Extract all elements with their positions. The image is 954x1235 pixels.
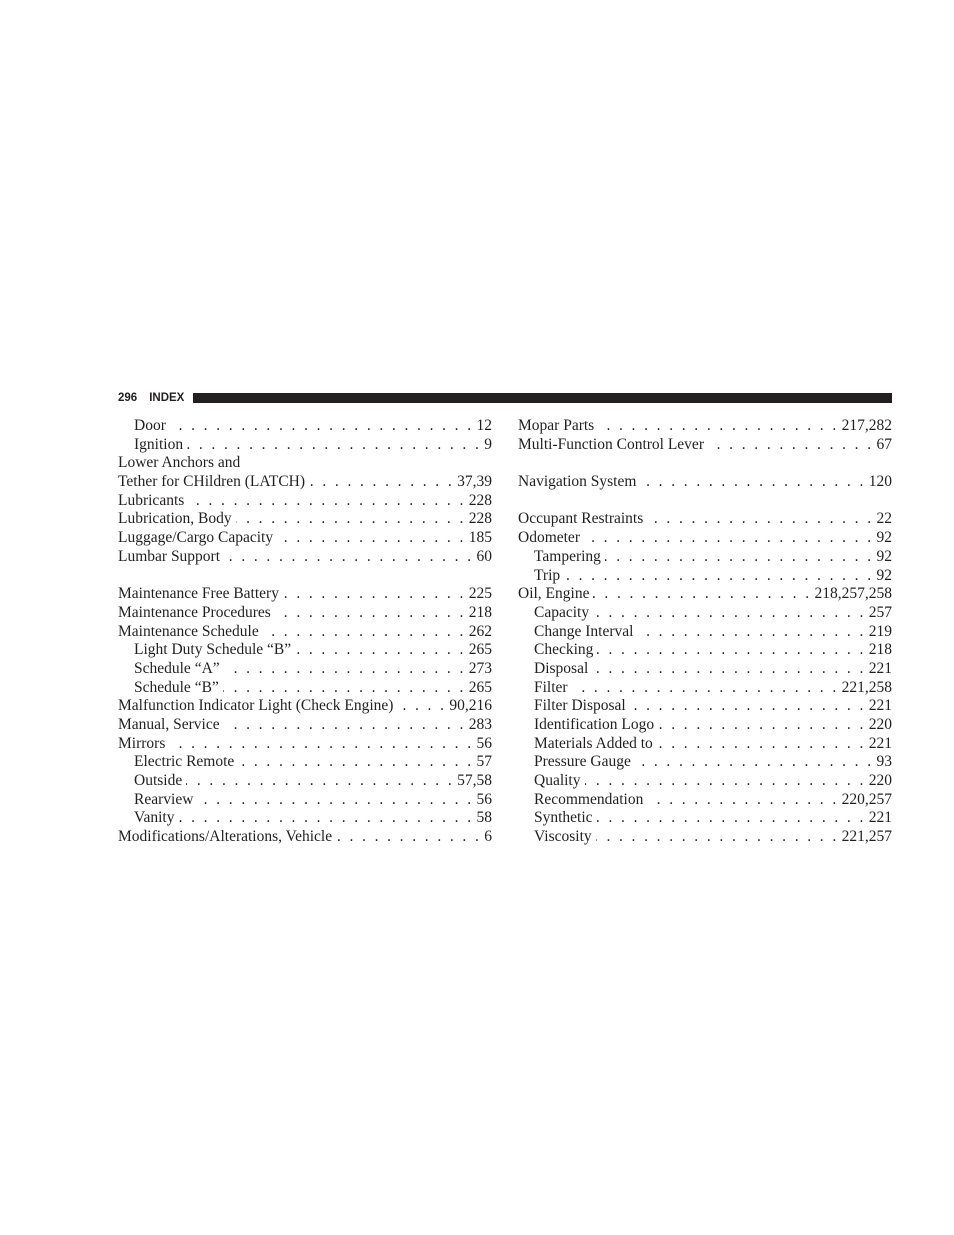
index-term: Maintenance Free Battery — [118, 585, 279, 603]
index-entry — [518, 436, 892, 455]
dot-leader — [178, 809, 473, 828]
section-gap — [118, 567, 492, 586]
index-page-numbers: 219 — [868, 622, 892, 640]
index-entry — [118, 623, 492, 642]
index-entry — [118, 604, 492, 623]
dot-leader — [564, 567, 873, 586]
index-page-numbers: 221 — [868, 697, 892, 715]
index-subentry — [518, 791, 892, 810]
index-page-numbers: 60 — [476, 547, 492, 565]
index-subentry — [518, 828, 892, 847]
index-page-numbers: 57 — [476, 753, 492, 771]
index-term: Electric Remote — [134, 753, 235, 771]
index-page-numbers: 221 — [868, 659, 892, 677]
index-subentry — [518, 604, 892, 623]
index-entry — [118, 510, 492, 529]
index-page-numbers: 93 — [876, 753, 892, 771]
index-page-numbers: 22 — [876, 510, 892, 528]
index-term: Capacity — [534, 603, 590, 621]
dot-leader — [637, 623, 865, 642]
index-page-numbers: 185 — [468, 529, 492, 547]
index-term: Lubricants — [118, 491, 185, 509]
index-entry — [118, 454, 492, 473]
index-term: Vanity — [134, 809, 175, 827]
index-entry — [518, 417, 892, 436]
index-subentry — [118, 436, 492, 455]
index-column-left — [118, 417, 492, 847]
index-subentry — [518, 772, 892, 791]
index-subentry — [118, 772, 492, 791]
index-page-numbers: 92 — [876, 529, 892, 547]
index-page-numbers: 37,39 — [457, 473, 492, 491]
index-term: Pressure Gauge — [534, 753, 631, 771]
index-page-numbers: 56 — [476, 734, 492, 752]
dot-leader — [585, 772, 866, 791]
dot-leader — [584, 529, 874, 548]
dot-leader — [397, 697, 446, 716]
dot-leader — [592, 660, 866, 679]
index-page-numbers: 57,58 — [457, 772, 492, 790]
index-page-numbers: 283 — [468, 716, 492, 733]
dot-leader — [640, 473, 865, 492]
index-subentry — [518, 753, 892, 772]
index-term: Filter — [534, 678, 568, 696]
index-term: Multi-Function Control Lever — [518, 435, 704, 453]
index-term: Lubrication, Body — [118, 510, 232, 528]
index-entry — [118, 828, 492, 847]
index-term: Recommendation — [534, 790, 644, 808]
index-subentry — [118, 753, 492, 772]
index-term: Manual, Service — [118, 716, 220, 733]
index-term: Lumbar Support — [118, 547, 221, 565]
index-entry — [518, 529, 892, 548]
index-term: Malfunction Indicator Light (Check Engine) — [118, 697, 394, 715]
index-subentry — [518, 623, 892, 642]
dot-leader — [263, 623, 466, 642]
index-page-numbers: 67 — [876, 435, 892, 453]
index-term: Filter Disposal — [534, 697, 626, 715]
index-page-numbers: 217,282 — [841, 417, 892, 434]
index-term: Rearview — [134, 790, 194, 808]
index-entry — [118, 492, 492, 511]
dot-leader — [224, 660, 466, 679]
index-page-numbers: 262 — [468, 622, 492, 640]
index-term: Ignition — [134, 435, 184, 453]
index-subentry — [518, 548, 892, 567]
page-header — [118, 390, 892, 406]
index-entry — [118, 529, 492, 548]
index-page-numbers: 92 — [876, 566, 892, 584]
dot-leader — [635, 753, 874, 772]
dot-leader — [593, 585, 811, 604]
index-term: Oil, Engine — [518, 585, 590, 603]
index-term: Schedule “B” — [134, 678, 219, 696]
section-title: INDEX — [149, 392, 185, 404]
page-number: 296 — [118, 392, 138, 404]
index-page-numbers: 90,216 — [449, 697, 492, 715]
index-page-numbers: 265 — [468, 678, 492, 696]
index-page-numbers: 228 — [468, 491, 492, 509]
index-subentry — [118, 660, 492, 679]
dot-leader — [572, 679, 839, 698]
index-term: Modifications/Alterations, Vehicle — [118, 828, 333, 846]
index-page-numbers: 120 — [868, 473, 892, 491]
index-subentry — [518, 679, 892, 698]
index-term: Maintenance Schedule — [118, 622, 259, 640]
index-page-numbers: 9 — [484, 435, 492, 453]
index-page-numbers: 220 — [868, 772, 892, 790]
index-subentry — [518, 716, 892, 735]
index-page-numbers: 6 — [484, 828, 492, 846]
index-entry — [118, 473, 492, 492]
index-term: Identification Logo — [534, 716, 655, 733]
dot-leader — [309, 473, 454, 492]
index-term: Tether for CHildren (LATCH) — [118, 473, 306, 491]
dot-leader — [223, 679, 466, 698]
index-page-numbers: 218 — [868, 641, 892, 659]
dot-leader — [596, 828, 839, 847]
index-subentry — [118, 641, 492, 660]
index-term: Outside — [134, 772, 183, 790]
index-page-numbers: 92 — [876, 547, 892, 565]
index-page-numbers: 56 — [476, 790, 492, 808]
index-page-numbers: 221,258 — [841, 678, 892, 696]
dot-leader — [188, 492, 465, 511]
dot-leader — [647, 791, 838, 810]
index-page-numbers: 225 — [468, 585, 492, 603]
dot-leader — [224, 548, 473, 567]
index-entry — [518, 473, 892, 492]
section-gap — [518, 492, 892, 511]
index-subentry — [518, 697, 892, 716]
dot-leader — [169, 735, 473, 754]
index-entry — [118, 716, 492, 735]
index-term: Trip — [534, 566, 561, 584]
dot-leader — [236, 510, 466, 529]
index-entry — [118, 735, 492, 754]
index-entry — [518, 585, 892, 604]
index-page-numbers: 220 — [868, 716, 892, 733]
index-page-numbers: 265 — [468, 641, 492, 659]
index-term: Tampering — [534, 547, 601, 565]
index-page-numbers: 12 — [476, 417, 492, 434]
index-column-right — [518, 417, 892, 847]
index-page-numbers: 228 — [468, 510, 492, 528]
index-page-numbers: 221 — [868, 809, 892, 827]
index-term: Disposal — [534, 659, 589, 677]
index-subentry — [518, 660, 892, 679]
dot-leader — [275, 604, 466, 623]
index-subentry — [518, 735, 892, 754]
index-subentry — [118, 417, 492, 436]
index-term: Viscosity — [534, 828, 592, 846]
index-term: Navigation System — [518, 473, 637, 491]
index-page-numbers: 218,257,258 — [814, 585, 892, 603]
index-page-numbers: 221 — [868, 734, 892, 752]
index-entry — [518, 510, 892, 529]
dot-leader — [277, 529, 466, 548]
index-term: Change Interval — [534, 622, 634, 640]
index-term: Occupant Restraints — [518, 510, 644, 528]
index-page-numbers: 221,257 — [841, 828, 892, 846]
dot-leader — [170, 417, 474, 436]
dot-leader — [708, 436, 874, 455]
index-term: Door — [134, 417, 166, 434]
dot-leader — [186, 772, 454, 791]
index-term: Mopar Parts — [518, 417, 595, 434]
index-page-numbers: 58 — [476, 809, 492, 827]
index-entry — [118, 697, 492, 716]
index-term: Mirrors — [118, 734, 166, 752]
index-term: Quality — [534, 772, 581, 790]
dot-leader — [605, 548, 874, 567]
dot-leader — [283, 585, 466, 604]
index-term: Light Duty Schedule “B” — [134, 641, 292, 659]
index-subentry — [118, 679, 492, 698]
index-subentry — [118, 791, 492, 810]
dot-leader — [224, 716, 466, 735]
dot-leader — [658, 716, 866, 735]
index-term: Materials Added to — [534, 734, 653, 752]
dot-leader — [197, 791, 473, 810]
index-page-numbers: 257 — [868, 603, 892, 621]
index-entry — [118, 585, 492, 604]
index-page-numbers: 220,257 — [841, 790, 892, 808]
dot-leader — [295, 641, 466, 660]
header-rule — [193, 393, 892, 403]
index-term: Synthetic — [534, 809, 593, 827]
dot-leader — [597, 641, 865, 660]
dot-leader — [598, 417, 838, 436]
dot-leader — [593, 604, 866, 623]
index-subentry — [518, 567, 892, 586]
index-term: Checking — [534, 641, 594, 659]
section-gap — [518, 454, 892, 473]
index-term: Luggage/Cargo Capacity — [118, 529, 274, 547]
index-term: Odometer — [518, 529, 580, 547]
index-subentry — [118, 809, 492, 828]
dot-leader — [187, 436, 481, 455]
index-term: Maintenance Procedures — [118, 603, 271, 621]
dot-leader — [336, 828, 481, 847]
index-subentry — [518, 809, 892, 828]
index-subentry — [518, 641, 892, 660]
dot-leader — [657, 735, 866, 754]
dot-leader — [597, 809, 866, 828]
index-term: Schedule “A” — [134, 659, 220, 677]
index-term: Lower Anchors and — [118, 454, 241, 472]
dot-leader — [630, 697, 866, 716]
index-page-numbers: 273 — [468, 659, 492, 677]
dot-leader — [647, 510, 873, 529]
index-entry — [118, 548, 492, 567]
dot-leader — [238, 753, 473, 772]
index-page-numbers: 218 — [468, 603, 492, 621]
